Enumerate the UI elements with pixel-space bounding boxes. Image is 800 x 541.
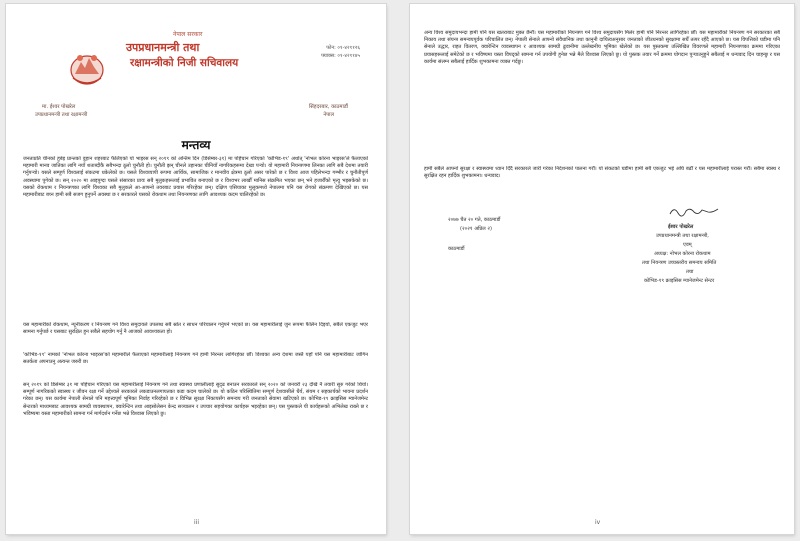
letterhead-fax: फ्याक्स: ०१-४२११४५ bbox=[321, 53, 360, 59]
signatory-title: तथा bbox=[686, 269, 694, 275]
signatory-title: अध्यक्ष: नोभल कोरना रोकथाम bbox=[654, 251, 711, 257]
signatory-title: उपप्रधानमन्त्री तथा रक्षामन्त्री, bbox=[656, 233, 709, 239]
letterhead-office-line1: उपप्रधानमन्त्री तथा bbox=[126, 41, 200, 54]
letterhead-govt: नेपाल सरकार bbox=[173, 31, 203, 38]
nepal-emblem-icon bbox=[67, 48, 107, 88]
page-number: iii bbox=[194, 519, 200, 526]
date: २०७७ चैत २० गते, काठमाडौं bbox=[448, 217, 501, 223]
paragraph: जनताप्रति चीनको हुबेइ प्रान्तको वुहान शहरबाट फैलिएको यो भाइरस सन् २०१९ को अन्तिम दिन (डिसेम्बर-३१) मा पहिचान गरिएको 'कोभिड-१९' अर्थात् 'नोभल कोरना भाइरस'ले फैलाएको महामारी मानव जातिका लागि नयाँ शताब्दीकै सबैभन्दा ठूलो चुनौती हो। चुनौती झन् चीनले उहानका चीनियाँ नागरिकहरूमा देखा पर्‍यो। यो महामारी नियन्त्रणमा लिनका लागि सबै देशमा तयारी गर्नुपर्‍यो। यसले सम्पूर्ण विश्वलाई संकटमा धकेलेको छ। यसले विश्वव्यापी रूपमा आर्थिक, सामाजिक र मानवीय क्षेत्रमा ठूलो असर पारेको छ र विश्व आज पहिलेभन्दा गम्भीर र चुनौतीपूर्ण अवस्थामा पुगेको छ। सन् २०२० मा आइपुग्दा यसले संसारका प्रायः सबै मुलुकहरूलाई प्रभावित बनाएको छ र विश्वभर लाखौँ मानिस संक्रमित भएका छन् भने हजारौँको मृत्यु भइसकेको छ। यसको रोकथाम र नियन्त्रणका लागि विश्वका सबै मुलुकले आ-आफ्नो तवरबाट प्रयास गरिरहेका छन्। दक्षिण एसियाका मुलुकमध्ये नेपालमा पनि यस रोगको संक्रमण देखिएको छ। यस महामारीबाट बच्न हामी सबै सजग हुनुपर्ने अवस्था छ र सरकारले यसको रोकथाम तथा नियन्त्रणका लागि आवश्यक कदम चालिरहेको छ। bbox=[23, 156, 368, 199]
paragraph: 'कोभिड-१९' नामको 'नोभल कोरना भाइरस'को महामारीले फैलाएको महामारीलाई नियन्त्रण गर्न हामी निरन्तर लागिरहेका छौँ। विश्वका अन्य देशमा जस्तै यहाँ पनि यस महामारीबाट जोगिन सतर्कता अपनाउनु अत्यन्त जरुरी छ। bbox=[23, 352, 368, 366]
letterhead-country: नेपाल bbox=[323, 112, 334, 118]
right-page bbox=[410, 4, 794, 534]
letterhead-address: सिंहदरबार, काठमाडौं bbox=[308, 104, 348, 110]
signatory-name: ईश्वर पोखरेल bbox=[668, 224, 694, 230]
paragraph: हामी सबैले आफ्नो सुरक्षा र स्वास्थ्यमा ध्यान दिँदै सरकारले जारी गरेका निर्देशनको पालना गरौँ। यो संकटको घडीमा हामी सबै एकजुट भई अघि बढौँ र यस महामारीलाई परास्त गरौँ। सबैमा स्वस्थ र सुरक्षित रहन हार्दिक शुभकामना। धन्यवाद। bbox=[424, 166, 780, 180]
signatory-title: तथा नियन्त्रण उच्चस्तरीय समन्वय समिति bbox=[642, 260, 717, 266]
signature-icon bbox=[668, 204, 720, 218]
place: काठमाडौं bbox=[448, 246, 465, 252]
left-page bbox=[6, 4, 386, 534]
date-ad: (२०२१ अप्रिल २) bbox=[460, 226, 493, 232]
letterhead-role: उपप्रधानमन्त्री तथा रक्षामन्त्री bbox=[35, 112, 88, 118]
letterhead-phone: फोन: ०१-४२११२६ bbox=[326, 45, 360, 51]
page-number: iv bbox=[595, 519, 601, 526]
paragraph: अन्य विश्व समुदायभन्दा हामी पनि यस खतराबाट मुक्त छैनौँ। यस महामारीको नियन्त्रण गर्न विश्व समुदायसँग मिलेर हामी पनि निरन्तर लागिरहेका छौँ। यस महामारीको नियन्त्रण गर्न सरकारका सबै निकाय तथा संयन्त्र समन्वयपूर्वक परिचालित छन्। नेपाली सेनाले आफ्नो संवैधानिक तथा कानुनी दायित्वअनुसार जनताको जीउधनको सुरक्षामा सधैँ तत्पर रहँदै आएको छ। यस विपत्तिको घडीमा पनि सेनाले उद्धार, राहत वितरण, क्वारेन्टिन व्यवस्थापन र आवश्यक सामग्री ढुवानीमा उल्लेखनीय भूमिका खेलेको छ। यस पुस्तकमा उल्लिखित विवरणले महामारी नियन्त्रणका क्रममा गरिएका प्रयासहरूलाई समेटेको छ र भविष्यमा यस्ता विपद्को सामना गर्न उपयोगी हुनेछ भन्ने मैले विश्वास लिएको छु। यो पुस्तक तयार गर्ने क्रममा योगदान पुर्‍याउनुहुने सबैलाई म धन्यवाद दिन चाहन्छु र यस कार्यमा संलग्न सबैलाई हार्दिक शुभकामना व्यक्त गर्दछु। bbox=[424, 30, 780, 65]
paragraph: सन् २०१९ को डिसेम्बर ३१ मा पहिचान गरिएको यस महामारीलाई नियन्त्रण गर्न तथा स्वास्थ्य प्रणालीलाई सुदृढ बनाउन सरकारले सन् २०२० को जनवरी २३ देखि नै तयारी सुरु गरेको थियो। सम्पूर्ण नागरिकको स्वास्थ्य र जीवन रक्षा गर्ने उद्देश्यले सरकारले लकडाउनलगायतका कडा कदम चालेको छ। यो कठिन परिस्थितिमा सम्पूर्ण देशवासीले धैर्य, संयम र सहकार्यको भावना प्रदर्शन गरेका छन्। यस कार्यमा नेपाली सेनाले पनि महत्त्वपूर्ण भूमिका निर्वाह गरिरहेको छ र विभिन्न सुरक्षा निकायसँग समन्वय गरी जनताको सेवामा खटिएको छ। कोभिड-१९ क्राइसिस म्यानेजमेन्ट सेन्टरको माध्यमबाट आवश्यक सामग्री व्यवस्थापन, क्वारेन्टिन तथा आइसोलेसन केन्द्र सञ्चालन र उपचार सहयोगका कार्यहरू भइरहेका छन्। यस पुस्तकले यी कार्यहरूको अभिलेख राख्ने छ र भविष्यमा यस्ता महामारीको सामना गर्न मार्गदर्शन गर्नेछ भन्ने विश्वास लिएको छु। bbox=[23, 382, 368, 417]
page-heading: मन्तव्य bbox=[181, 138, 211, 152]
signatory-title: एवम् bbox=[683, 242, 692, 248]
letterhead-office-line2: रक्षामन्त्रीको निजी सचिवालय bbox=[130, 57, 239, 69]
signatory-title: कोभिड-१९ क्राइसिस म्यानेजमेन्ट सेन्टर bbox=[644, 278, 715, 284]
letterhead-name: मा. ईश्वर पोखरेल bbox=[42, 104, 76, 110]
paragraph: यस महामारीको रोकथाम, न्यूनीकरण र नियन्त्रण गर्न विश्व समुदायले उपलब्ध सबै स्रोत र साधन परिचालन गर्नुपर्ने भएको छ। यस महामारीलाई जुन रूपमा फैलिन दिइयो, सबैले एकजुट भएर सामना गर्नुपर्छ र यसबाट सुरक्षित हुन सबैले सहयोग गर्नु नै आजको आवश्यकता हो। bbox=[23, 322, 368, 336]
